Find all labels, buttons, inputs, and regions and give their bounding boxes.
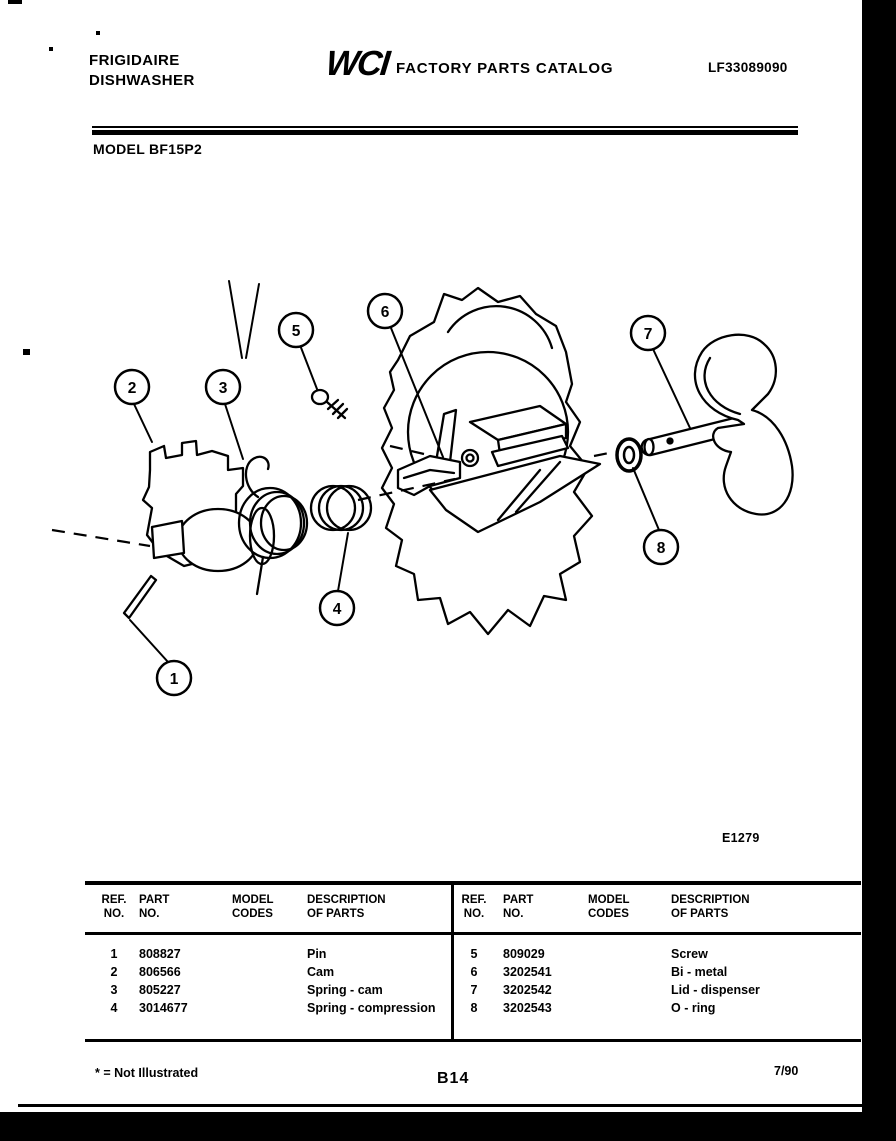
date-code: 7/90 <box>774 1064 799 1078</box>
col-header-desc: DESCRIPTION <box>307 894 386 906</box>
publication-code: LF33089090 <box>708 60 788 75</box>
col-header-codes: MODEL <box>232 894 274 906</box>
callout-2 <box>115 370 149 404</box>
callout-7 <box>631 316 665 350</box>
cell-description: Spring - compression <box>307 1001 436 1015</box>
cam-hub <box>152 521 184 558</box>
callout-3 <box>206 370 240 404</box>
svg-text:2: 2 <box>127 380 137 397</box>
catalog-title: FACTORY PARTS CATALOG <box>396 60 614 77</box>
callout-4 <box>320 591 354 625</box>
svg-text:5: 5 <box>291 323 301 340</box>
cell-part-number: 808827 <box>139 947 181 961</box>
table-center-divider <box>451 885 454 1039</box>
col-header-codes: MODEL <box>588 894 630 906</box>
cell-description: Screw <box>671 947 708 961</box>
figure-code: E1279 <box>722 831 760 845</box>
svg-text:7: 7 <box>643 326 653 343</box>
cell-description: O - ring <box>671 1001 716 1015</box>
footer-note: * = Not Illustrated <box>95 1066 199 1080</box>
callout-8 <box>644 530 678 564</box>
scan-edge-bar-bottom <box>0 1112 896 1141</box>
col-header-codes: CODES <box>588 908 629 920</box>
cell-ref: 8 <box>470 1001 478 1015</box>
lid-rod-end <box>645 439 654 455</box>
cell-description: Spring - cam <box>307 983 383 997</box>
callout-5 <box>279 313 313 347</box>
scan-edge-bar-right <box>862 0 896 1141</box>
col-header-ref: NO. <box>463 908 485 920</box>
cell-ref: 6 <box>470 965 478 979</box>
cell-description: Pin <box>307 947 327 961</box>
cell-part-number: 3202543 <box>503 1001 552 1015</box>
footer-rule <box>18 1104 884 1107</box>
col-header-codes: CODES <box>232 908 273 920</box>
svg-text:4: 4 <box>332 601 342 618</box>
cell-ref: 7 <box>470 983 478 997</box>
brand-line-2: DISHWASHER <box>89 72 195 89</box>
col-header-part: NO. <box>503 908 524 920</box>
col-header-part: NO. <box>139 908 160 920</box>
callout-6 <box>368 294 402 328</box>
col-header-ref: NO. <box>103 908 125 920</box>
col-header-ref: REF. <box>461 894 487 906</box>
cell-part-number: 3202542 <box>503 983 552 997</box>
col-header-desc: OF PARTS <box>307 908 365 920</box>
cell-description: Bi - metal <box>671 965 728 979</box>
col-header-desc: DESCRIPTION <box>671 894 750 906</box>
svg-text:1: 1 <box>169 671 179 688</box>
cam-drum <box>178 509 258 571</box>
svg-text:3: 3 <box>218 380 228 397</box>
col-header-part: PART <box>139 894 170 906</box>
compression-spring <box>311 486 371 530</box>
cell-part-number: 3014677 <box>139 1001 188 1015</box>
wci-logo: WCI <box>324 44 391 83</box>
col-header-ref: REF. <box>101 894 127 906</box>
page-number: B14 <box>437 1070 470 1087</box>
o-ring-outer <box>617 439 641 471</box>
col-header-desc: OF PARTS <box>671 908 729 920</box>
cell-ref: 5 <box>470 947 478 961</box>
cell-part-number: 3202541 <box>503 965 552 979</box>
cell-part-number: 805227 <box>139 983 181 997</box>
cell-description: Lid - dispenser <box>671 983 760 997</box>
brand-line-1: FRIGIDAIRE <box>89 52 180 69</box>
cell-ref: 3 <box>110 983 118 997</box>
model-label: MODEL BF15P2 <box>93 141 203 157</box>
cell-ref: 2 <box>110 965 118 979</box>
lid-rod-dot <box>668 439 673 444</box>
col-header-part: PART <box>503 894 534 906</box>
cell-part-number: 809029 <box>503 947 545 961</box>
svg-text:8: 8 <box>656 540 666 557</box>
table-header-rule <box>85 932 861 935</box>
cell-part-number: 806566 <box>139 965 181 979</box>
screw <box>312 390 347 418</box>
parts-table <box>85 881 861 1042</box>
bimetal-boss-inner <box>467 455 474 462</box>
callout-1 <box>157 661 191 695</box>
cell-ref: 4 <box>110 1001 118 1015</box>
cell-ref: 1 <box>110 947 118 961</box>
pin <box>124 576 156 618</box>
cell-description: Cam <box>307 965 335 979</box>
svg-text:6: 6 <box>380 304 390 321</box>
